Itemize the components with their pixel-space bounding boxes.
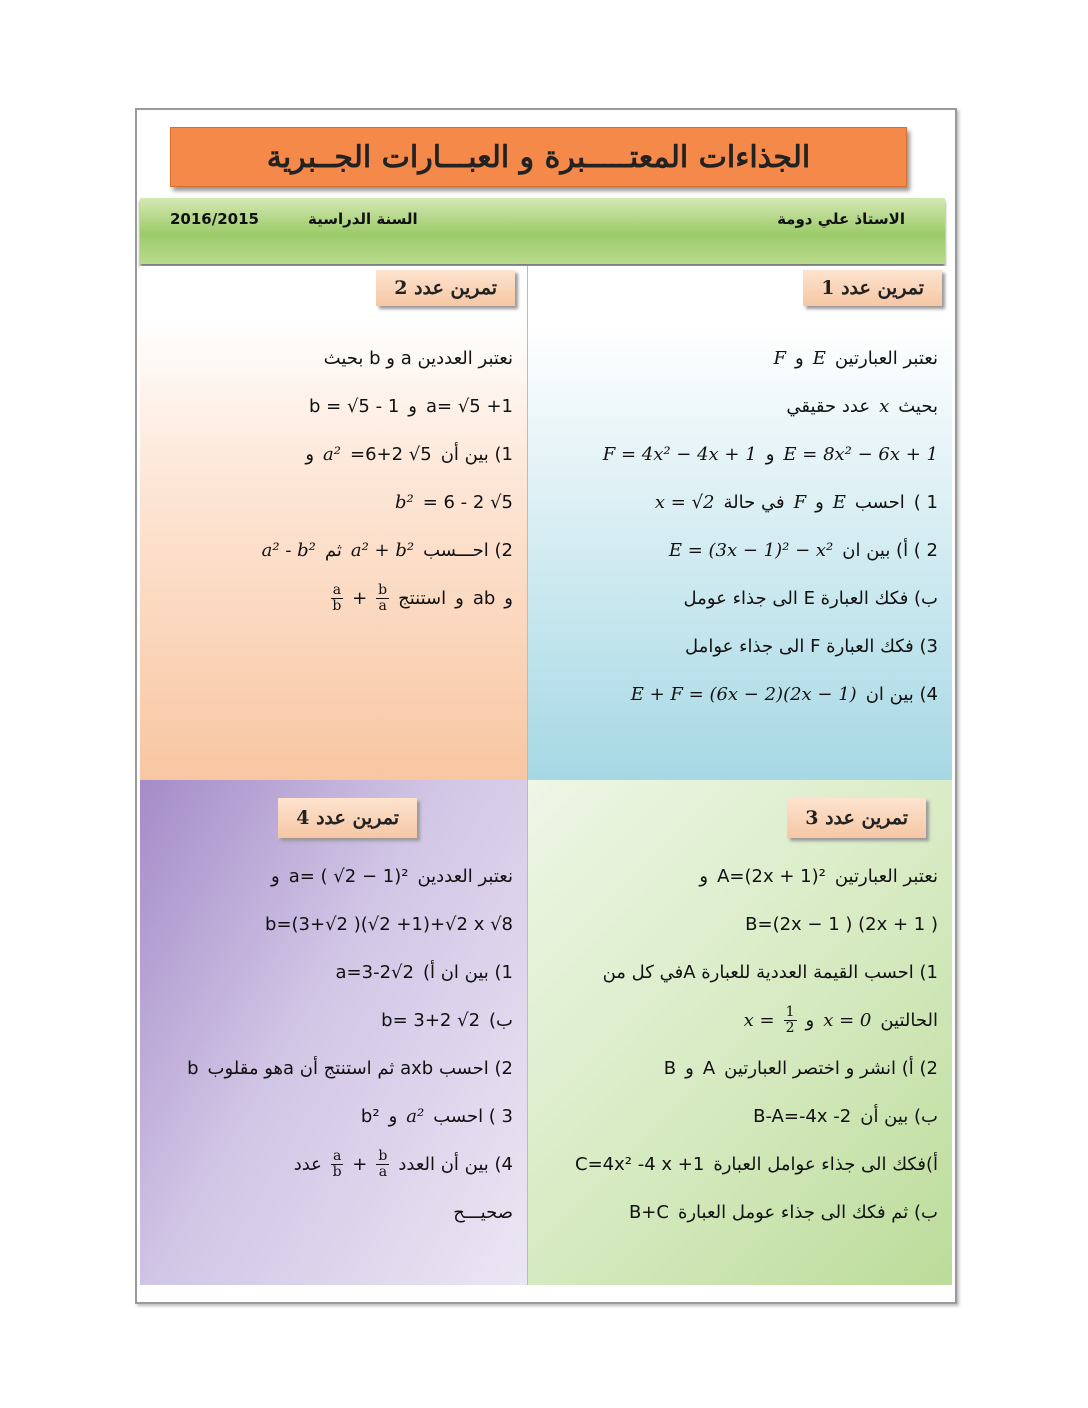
math-expression: b² xyxy=(394,491,414,513)
text-line xyxy=(146,382,513,430)
math-expression: B xyxy=(663,1057,677,1079)
math-expression: F = 4x² − 4x + 1 xyxy=(602,443,757,465)
math-expression: + xyxy=(352,587,368,609)
text-segment: 1) بين ان أ) xyxy=(422,961,513,983)
text-segment: 1) بين أن xyxy=(440,443,513,465)
math-expression: ab xyxy=(472,587,496,609)
text-segment: 2) احـــسب xyxy=(423,539,513,561)
text-segment: ثم xyxy=(324,539,342,561)
text-line xyxy=(146,334,513,382)
exercise-heading: تمرين عدد 3 xyxy=(787,798,926,838)
text-segment: و xyxy=(388,1105,398,1127)
math-expression: E xyxy=(812,347,826,369)
text-line xyxy=(534,622,938,670)
text-segment: ب) بين أن xyxy=(860,1105,938,1127)
exercise-body xyxy=(146,852,513,1236)
text-line xyxy=(146,1188,513,1236)
text-line xyxy=(534,900,938,948)
math-expression: F xyxy=(793,491,807,513)
text-segment: 4) بين ان xyxy=(865,683,938,705)
text-segment: نعتبر العددين a و b بحيث xyxy=(323,347,513,369)
math-expression: F xyxy=(773,347,787,369)
year-label: السنة الدراسية xyxy=(308,210,418,228)
math-expression: x = 0 xyxy=(823,1009,872,1031)
text-line xyxy=(146,1044,513,1092)
fraction: $\frac{a}{b}$ xyxy=(332,581,342,614)
text-line xyxy=(534,334,938,382)
exercise-heading: تمرين عدد 1 xyxy=(803,270,942,306)
text-segment: و xyxy=(815,491,824,513)
fraction: $\frac{b}{a}$ xyxy=(378,1147,388,1180)
info-band xyxy=(140,198,945,264)
math-expression: A xyxy=(702,1057,716,1079)
text-line xyxy=(534,478,938,526)
exercise-heading: تمرين عدد 2 xyxy=(376,270,515,306)
text-segment: الحالتين xyxy=(880,1009,938,1031)
math-expression: E + F = (6x − 2)(2x − 1) xyxy=(630,683,857,705)
text-segment: ب) ثم فكك الى جذاء عومل العبارة xyxy=(677,1201,938,1223)
exercise-2 xyxy=(140,266,527,780)
text-line xyxy=(534,1188,938,1236)
text-segment: نعتبر العبارتين xyxy=(834,865,938,887)
math-expression: b = √5 - 1 xyxy=(309,395,400,417)
text-segment: 2 ) أ) بين ان xyxy=(842,539,938,561)
text-segment: ب) فكك العبارة E الى جذاء عومل xyxy=(683,587,938,609)
exercise-3 xyxy=(527,780,952,1285)
math-expression: x = xyxy=(743,1009,775,1031)
text-segment: 1) احسب القيمة العددية للعبارة Aفي كل من xyxy=(602,961,938,983)
math-expression: =6+2 √5 xyxy=(349,443,432,465)
text-line xyxy=(146,900,513,948)
text-line xyxy=(534,948,938,996)
math-expression: b=(3+√2 )(√2 +1)+√2 x √8 xyxy=(265,913,513,935)
math-expression: x = √2 xyxy=(654,491,715,513)
text-line xyxy=(146,1140,513,1188)
exercise-body xyxy=(534,334,938,718)
text-segment: أ)فكك الى جذاء عوامل العبارة xyxy=(713,1153,938,1175)
text-segment: و xyxy=(305,443,315,465)
text-line xyxy=(534,430,938,478)
text-line xyxy=(146,574,513,622)
text-segment: و xyxy=(699,865,709,887)
exercise-4 xyxy=(140,780,527,1285)
fraction: $\frac{1}{2}$ xyxy=(785,1003,795,1036)
text-line xyxy=(534,1044,938,1092)
text-segment: و xyxy=(504,587,513,609)
teacher-name: الاستاذ علي دومة xyxy=(777,210,905,228)
math-expression: A=(2x + 1)² xyxy=(717,865,826,887)
math-expression: B=(2x − 1 ) (2x + 1 ) xyxy=(745,913,938,935)
text-segment: و xyxy=(765,443,775,465)
math-expression: a=3-2√2 xyxy=(335,961,414,983)
math-expression: a² - b² xyxy=(261,539,316,561)
text-line xyxy=(146,1092,513,1140)
text-line xyxy=(534,574,938,622)
school-year: 2016/2015 xyxy=(170,210,259,228)
text-segment: عدد xyxy=(293,1153,322,1175)
text-line xyxy=(534,1140,938,1188)
text-segment: نعتبر العبارتين xyxy=(834,347,938,369)
text-segment: و xyxy=(271,865,280,887)
text-segment: ب) xyxy=(489,1009,513,1031)
text-line xyxy=(534,526,938,574)
math-expression: a² + b² xyxy=(350,539,415,561)
math-expression: B+C xyxy=(628,1201,669,1223)
text-segment: نعتبر العددين xyxy=(417,865,513,887)
text-segment: صحيـــح xyxy=(453,1201,513,1223)
text-segment: في حالة xyxy=(723,491,785,513)
text-line xyxy=(534,1092,938,1140)
text-segment: استنتج xyxy=(398,587,447,609)
text-line xyxy=(146,948,513,996)
text-segment: و xyxy=(408,395,417,417)
math-expression: + xyxy=(352,1153,368,1175)
math-expression: b= 3+2 √2 xyxy=(381,1009,481,1031)
text-segment: و xyxy=(685,1057,694,1079)
math-expression: ( 1 xyxy=(913,491,938,513)
text-segment: و xyxy=(795,347,804,369)
text-line xyxy=(534,852,938,900)
text-line xyxy=(534,670,938,718)
text-segment: 4) بين أن العدد xyxy=(398,1153,513,1175)
math-expression: b² xyxy=(360,1105,380,1127)
text-line xyxy=(146,526,513,574)
math-expression: a= √5 +1 xyxy=(425,395,513,417)
text-line xyxy=(146,996,513,1044)
text-segment: و xyxy=(455,587,464,609)
math-expression: E = (3x − 1)² − x² xyxy=(668,539,834,561)
math-expression: a= ( √2 − 1)² xyxy=(288,865,409,887)
math-expression: E xyxy=(832,491,846,513)
text-segment: 2) احسب axb ثم استنتج أن aهو مقلوب xyxy=(207,1057,513,1079)
fraction: $\frac{a}{b}$ xyxy=(332,1147,342,1180)
text-line xyxy=(146,852,513,900)
text-segment: احسب xyxy=(854,491,905,513)
text-line xyxy=(534,382,938,430)
text-line xyxy=(146,478,513,526)
fraction: $\frac{b}{a}$ xyxy=(378,581,388,614)
text-line xyxy=(146,430,513,478)
math-expression: a² xyxy=(406,1105,425,1127)
exercise-1 xyxy=(527,266,952,780)
math-expression: C=4x² -4 x +1 xyxy=(575,1153,705,1175)
math-expression: E = 8x² − 6x + 1 xyxy=(783,443,938,465)
math-expression: B-A=-4x -2 xyxy=(753,1105,852,1127)
exercise-body xyxy=(534,852,938,1236)
exercise-body xyxy=(146,334,513,622)
math-expression: b xyxy=(187,1057,199,1079)
document-title: الجذاءات المعتـــــبرة و العبـــارات الجــبرية xyxy=(170,127,907,187)
text-segment: 3 ) احسب xyxy=(433,1105,513,1127)
math-expression: a² xyxy=(323,443,341,465)
math-expression: x xyxy=(879,395,890,417)
text-segment: و xyxy=(805,1009,815,1031)
text-segment: بحيث xyxy=(898,395,938,417)
text-segment: 3) فكك العبارة F الى جذاء عوامل xyxy=(685,635,938,657)
text-line xyxy=(534,996,938,1044)
text-segment: عدد حقيقي xyxy=(786,395,871,417)
math-expression: = 6 - 2 √5 xyxy=(422,491,513,513)
exercise-heading: تمرين عدد 4 xyxy=(278,798,417,838)
text-segment: 2) أ) انشر و اختصر العبارتين xyxy=(724,1057,938,1079)
